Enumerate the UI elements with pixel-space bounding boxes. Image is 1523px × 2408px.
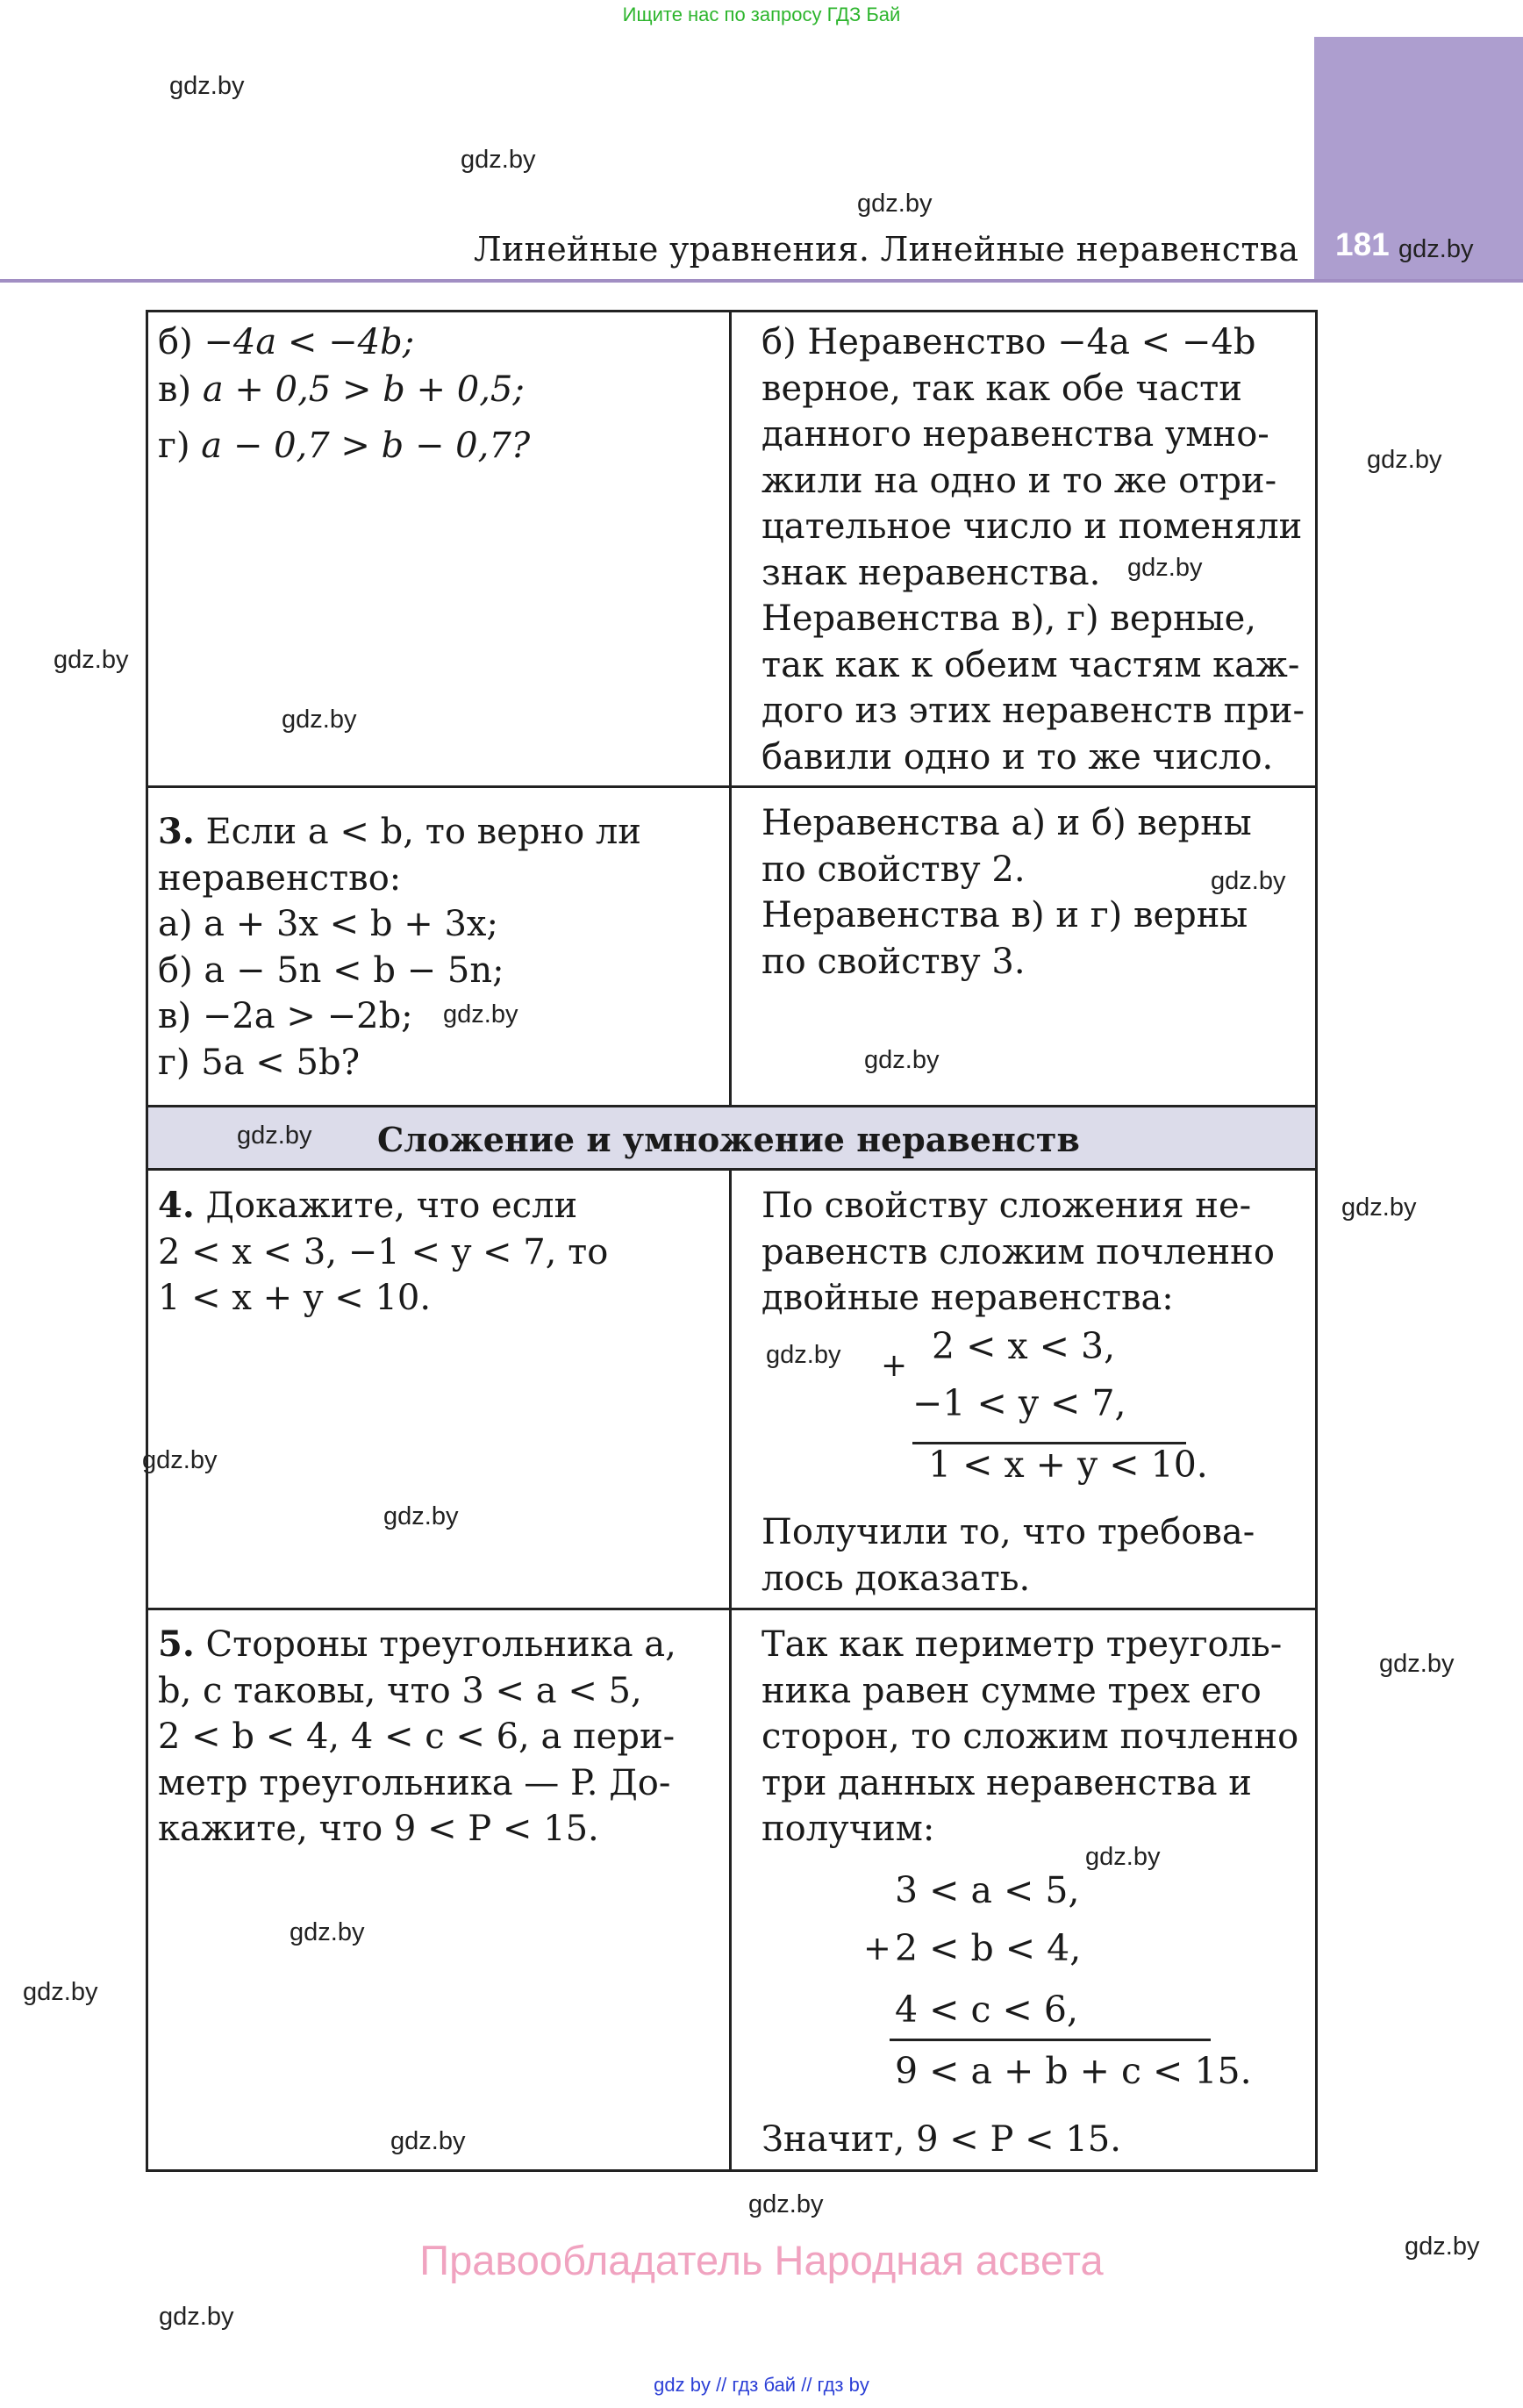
item-expr-v: a + 0,5 > b + 0,5; <box>202 369 525 410</box>
item-expr-g: a − 0,7 > b − 0,7? <box>201 426 531 466</box>
watermark: gdz.by <box>54 646 129 674</box>
row-divider <box>146 1168 1318 1171</box>
text-line: По свойству сложения не- <box>762 1186 1252 1226</box>
text-line: знак неравенства. <box>762 552 1101 593</box>
watermark: gdz.by <box>1127 554 1203 582</box>
watermark: gdz.by <box>766 1341 841 1369</box>
plus-sign: + <box>863 1929 891 1967</box>
row3-left-cell <box>158 1183 608 1322</box>
inequality-a: 3 < a < 5, <box>895 1869 1080 1911</box>
text-line: получим: <box>762 1809 935 1849</box>
text-line: ника равен сумме трех его <box>762 1670 1262 1711</box>
watermark: gdz.by <box>1405 2232 1480 2261</box>
watermark: gdz.by <box>1085 1843 1161 1871</box>
question-line: кажите, что 9 < P < 15. <box>158 1809 599 1849</box>
footer-links[interactable]: gdz by // гдз бай // гдз by <box>654 2374 869 2396</box>
watermark: gdz.by <box>237 1122 312 1150</box>
inequality-y: −1 < y < 7, <box>912 1382 1126 1424</box>
section-title: Сложение и умножение неравенств <box>377 1120 1080 1159</box>
text-line: жили на одно и то же отри- <box>762 460 1277 501</box>
text-line: б) Неравенство −4a < −4b <box>762 322 1256 362</box>
item-a: а) a + 3x < b + 3x; <box>158 904 498 944</box>
text-line: по свойству 3. <box>762 941 1026 982</box>
question-line: Докажите, что если <box>205 1186 578 1226</box>
sum-rule <box>890 2039 1211 2041</box>
top-banner: Ищите нас по запросу ГДЗ Бай <box>622 4 901 25</box>
watermark: gdz.by <box>390 2127 466 2155</box>
row1-right-cell <box>762 319 1304 780</box>
task-number: 4. <box>158 1185 195 1226</box>
text-line: три данных неравенства и <box>762 1762 1252 1803</box>
question-line: 2 < x < 3, −1 < y < 7, то <box>158 1231 609 1272</box>
sum-result: 9 < a + b + c < 15. <box>895 2050 1252 2092</box>
task-number: 5. <box>158 1623 195 1665</box>
watermark: gdz.by <box>1211 867 1286 895</box>
item-expr-b: −4a < −4b; <box>204 322 415 362</box>
text-line: двойные неравенства: <box>762 1278 1174 1318</box>
text-line: Неравенства в) и г) верны <box>762 895 1248 935</box>
text-line: по свойству 2. <box>762 849 1026 890</box>
sum-result: 1 < x + y < 10. <box>928 1444 1208 1486</box>
question-line: Если a < b, то верно ли <box>205 812 641 852</box>
watermark: gdz.by <box>1367 446 1442 474</box>
item-g: г) 5a < 5b? <box>158 1042 361 1083</box>
text-line: дого из этих неравенств при- <box>762 691 1305 731</box>
plus-sign: + <box>881 1348 908 1384</box>
row1-left-cell <box>158 319 530 470</box>
item-v: в) −2a > −2b; <box>158 996 413 1036</box>
text-line: равенств сложим почленно <box>762 1231 1275 1272</box>
text-line: Неравенства а) и б) верны <box>762 803 1252 843</box>
row2-right-cell <box>762 800 1252 985</box>
text-line: Так как периметр треуголь- <box>762 1624 1283 1665</box>
item-label-g: г) <box>158 426 202 466</box>
text-line: Неравенства в), г) верные, <box>762 598 1256 639</box>
running-head: Линейные уравнения. Линейные неравенства <box>474 230 1299 269</box>
row-divider <box>146 785 1318 788</box>
text-line: Получили то, что требова- <box>762 1512 1255 1552</box>
row4-conclusion <box>762 2117 1121 2163</box>
row3-right-cell <box>762 1183 1275 1322</box>
watermark: gdz.by <box>23 1978 98 2006</box>
row4-left-cell <box>158 1622 676 1853</box>
inequality-c: 4 < c < 6, <box>895 1989 1079 2031</box>
text-line: лось доказать. <box>762 1558 1031 1599</box>
question-line: метр треугольника — P. До- <box>158 1762 671 1803</box>
question-line: неравенство: <box>158 857 402 899</box>
row2-left-cell <box>158 809 641 1086</box>
inequality-b: 2 < b < 4, <box>895 1927 1082 1969</box>
watermark: gdz.by <box>383 1502 459 1530</box>
watermark: gdz.by <box>857 190 933 218</box>
text-line: Значит, 9 < P < 15. <box>762 2119 1121 2160</box>
task-number: 3. <box>158 811 195 852</box>
page-number: 181 <box>1335 226 1390 262</box>
watermark: gdz.by <box>443 1000 518 1028</box>
watermark: gdz.by <box>142 1446 218 1474</box>
watermark: gdz.by <box>159 2303 234 2331</box>
watermark: gdz.by <box>282 706 357 734</box>
watermark: gdz.by <box>748 2190 824 2218</box>
question-line: 2 < b < 4, 4 < c < 6, а пери- <box>158 1716 676 1757</box>
column-divider <box>729 310 732 1107</box>
item-b: б) a − 5n < b − 5n; <box>158 950 504 991</box>
watermark: gdz.by <box>169 72 245 100</box>
text-line: верное, так как обе части <box>762 368 1242 409</box>
question-line: b, c таковы, что 3 < a < 5, <box>158 1670 642 1711</box>
question-line: 1 < x + y < 10. <box>158 1278 432 1318</box>
header-rule <box>0 279 1523 283</box>
item-label-b: б) <box>158 322 204 362</box>
row4-right-cell <box>762 1622 1298 1853</box>
watermark: gdz.by <box>1379 1650 1455 1678</box>
text-line: сторон, то сложим почленно <box>762 1716 1299 1757</box>
column-divider <box>729 1170 732 2172</box>
text-line: так как к обеим частям каж- <box>762 644 1300 685</box>
text-line: цательное число и поменяли <box>762 506 1303 547</box>
watermark: gdz.by <box>1398 235 1474 263</box>
inequality-x: 2 < x < 3, <box>932 1325 1116 1367</box>
watermark: gdz.by <box>1341 1193 1417 1222</box>
text-line: данного неравенства умно- <box>762 414 1269 455</box>
item-label-v: в) <box>158 369 203 410</box>
text-line: бавили одно и то же число. <box>762 736 1274 778</box>
watermark: gdz.by <box>290 1918 365 1946</box>
row-divider <box>146 1608 1318 1610</box>
row3-conclusion <box>762 1509 1255 1602</box>
copyright-notice: Правообладатель Народная асвета <box>419 2237 1104 2283</box>
watermark: gdz.by <box>864 1046 940 1074</box>
watermark: gdz.by <box>461 146 536 174</box>
question-line: Стороны треугольника a, <box>205 1624 676 1665</box>
